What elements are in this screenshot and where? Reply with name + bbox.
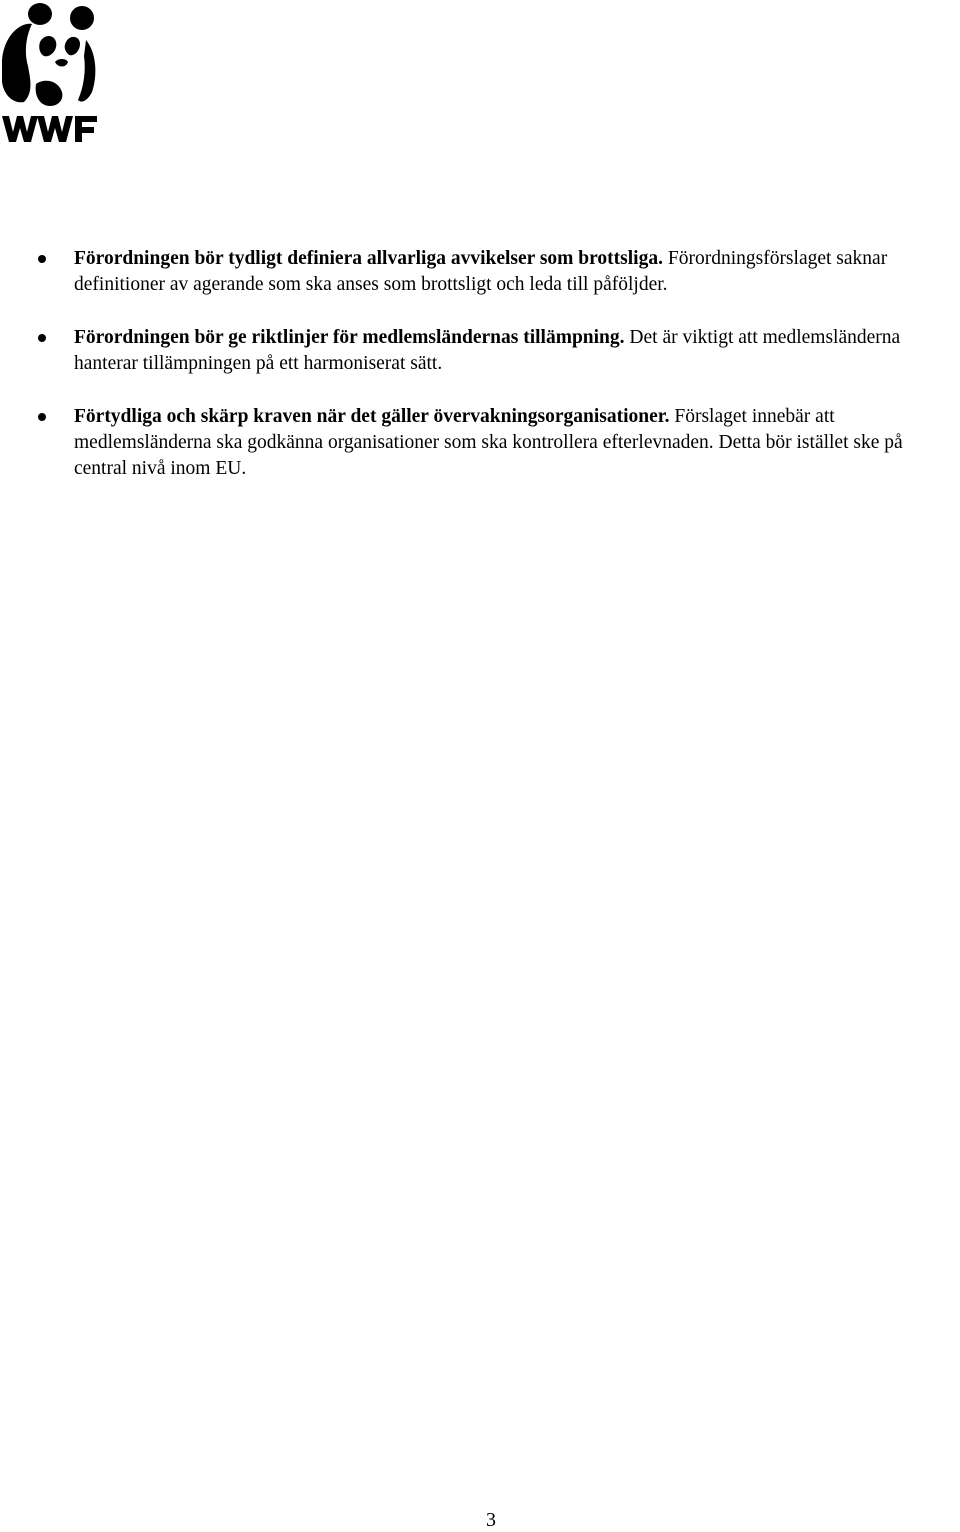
bullet-lead-text: Förordningen bör ge riktlinjer för medlemsländernas tillämpning. xyxy=(74,327,625,348)
wwf-logo xyxy=(0,0,100,146)
list-item xyxy=(38,325,956,377)
bullet-lead-text: Förtydliga och skärp kraven när det gäller övervakningsorganisationer. xyxy=(74,406,670,427)
bullet-body-text: Förslaget innebär att medlemsländerna ska godkänna organisationer som ska kontrollera efterlevnaden. Detta bör istället ske på central nivå inom EU. xyxy=(74,406,903,479)
page-number: 3 xyxy=(486,1509,496,1531)
bullet-icon xyxy=(38,413,46,421)
bullet-body-text: Det är viktigt att medlemsländerna hanterar tillämpningen på ett harmoniserat sätt. xyxy=(74,327,901,374)
panda-logo-icon xyxy=(0,0,100,146)
bullet-body-text: Förordningsförslaget saknar definitioner av agerande som ska anses som brottsligt och leda till påföljder. xyxy=(74,248,888,295)
list-item xyxy=(38,404,956,482)
bullet-lead-text: Förordningen bör tydligt definiera allvarliga avvikelser som brottsliga. xyxy=(74,248,663,269)
bullet-icon xyxy=(38,334,46,342)
recommendation-list xyxy=(38,246,956,509)
list-item xyxy=(38,246,956,298)
bullet-icon xyxy=(38,255,46,263)
